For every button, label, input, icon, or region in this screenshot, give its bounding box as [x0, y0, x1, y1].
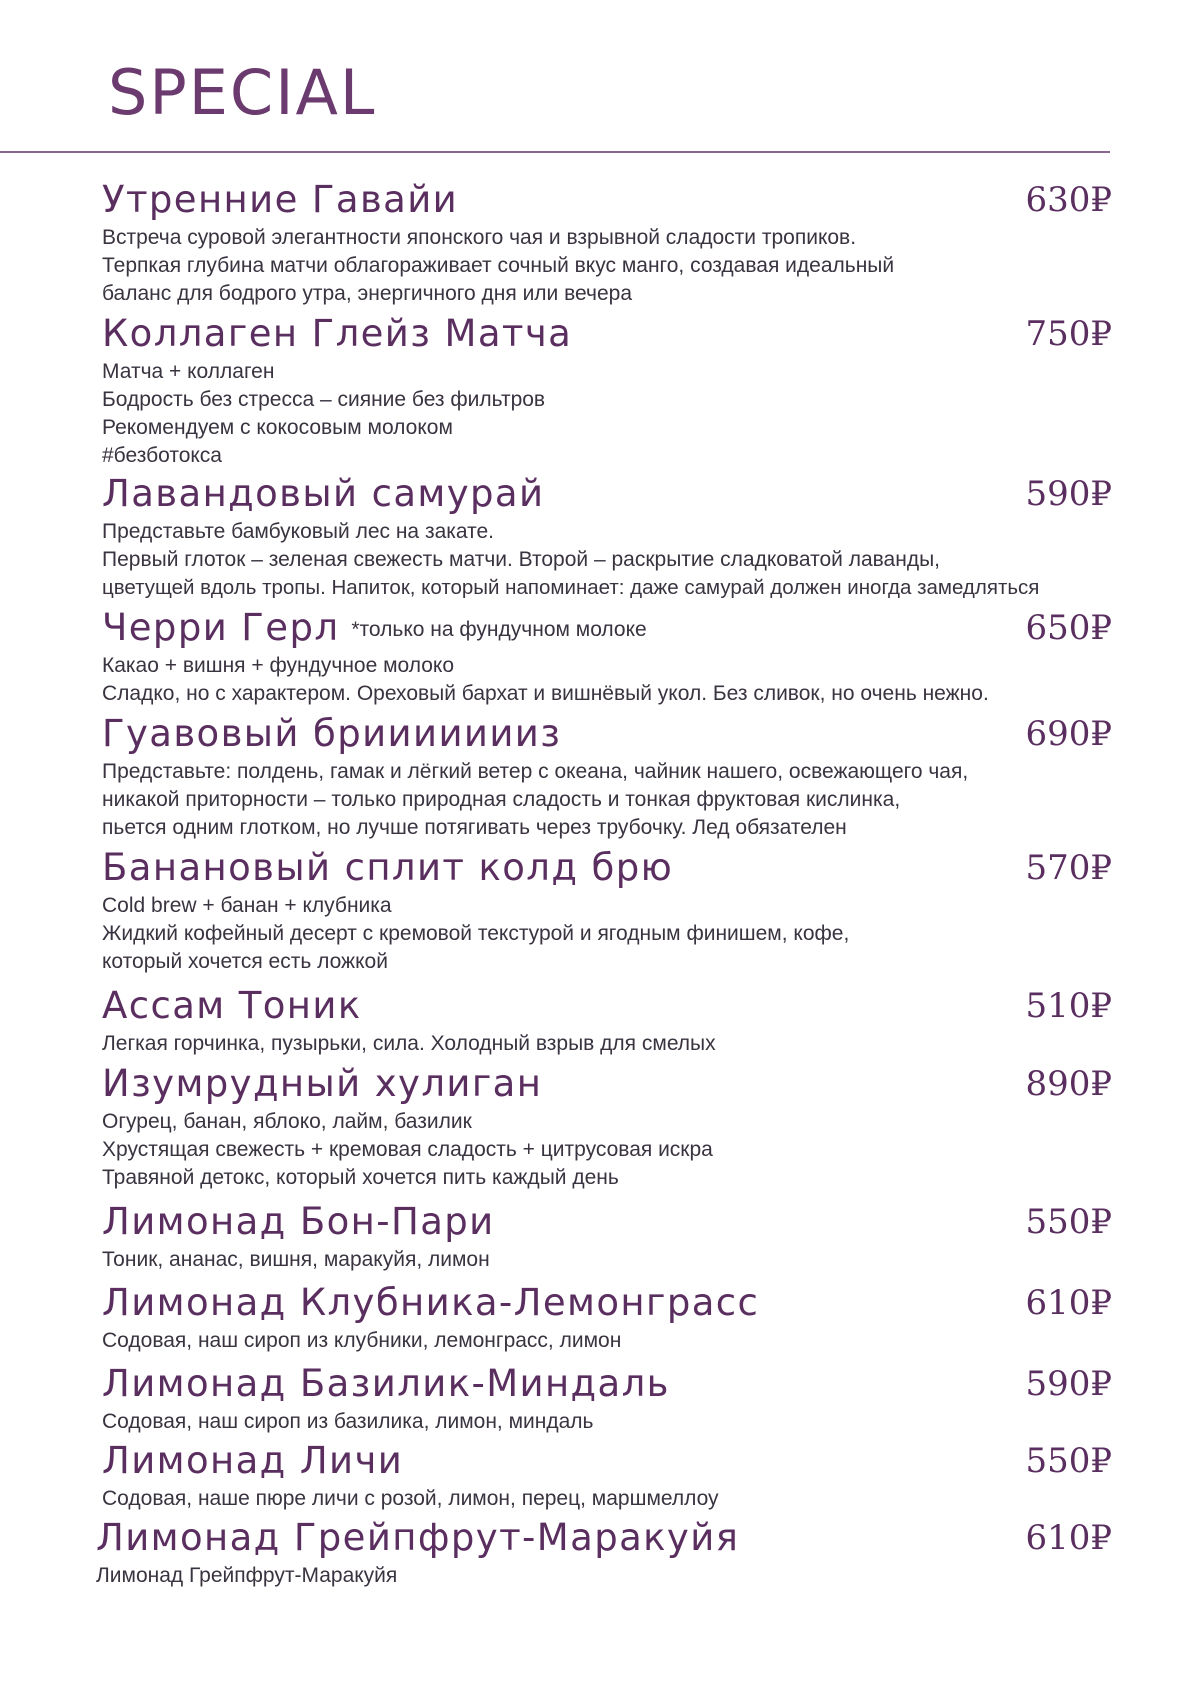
item-name	[102, 606, 647, 652]
page-title: SPECIAL	[108, 56, 377, 129]
item-name: Лавандовый самурай	[102, 472, 545, 515]
item-note: *только на фундучном молоке	[351, 618, 647, 641]
title-divider	[0, 151, 1110, 153]
item-price: 610₽	[1025, 1518, 1112, 1558]
item-price: 570₽	[1025, 848, 1112, 888]
item-price: 510₽	[1025, 986, 1112, 1026]
description-line: Представьте бамбуковый лес на закате.	[102, 520, 495, 543]
item-description	[102, 758, 1112, 842]
description-line: Матча + коллаген	[102, 360, 275, 383]
item-name: Банановый сплит колд брю	[102, 846, 674, 889]
item-name: Коллаген Глейз Матча	[102, 312, 573, 355]
description-line: Терпкая глубина матчи облагораживает сочный вкус манго, создавая идеальный	[102, 254, 895, 277]
menu-item-guava-breeze	[102, 712, 1112, 842]
description-line: цветущей вдоль тропы. Напиток, который напоминает: даже самурай должен иногда замедляться	[102, 576, 1040, 599]
menu-item-emerald-hooligan	[102, 1062, 1112, 1192]
item-name: Изумрудный хулиган	[102, 1062, 543, 1105]
item-description	[102, 1408, 1112, 1436]
description-line: баланс для бодрого утра, энергичного дня или вечера	[102, 282, 632, 305]
menu-item-morning-hawaii	[102, 178, 1112, 308]
item-price: 650₽	[1025, 608, 1112, 648]
item-name: Ассам Тоник	[102, 984, 362, 1027]
item-name: Утренние Гавайи	[102, 178, 459, 221]
item-description	[102, 1485, 1112, 1513]
description-line: Легкая горчинка, пузырьки, сила. Холодный взрыв для смелых	[102, 1032, 716, 1055]
description-line: Содовая, наше пюре личи с розой, лимон, перец, маршмеллоу	[102, 1487, 719, 1510]
menu-item-banana-split-cold-brew	[102, 846, 1112, 976]
item-description	[102, 1327, 1112, 1355]
item-description	[102, 1246, 1112, 1274]
description-line: никакой приторности – только природная сладость и тонкая фруктовая кислинка,	[102, 788, 901, 811]
item-name: Гуавовый бриииииииз	[102, 712, 562, 755]
item-price: 610₽	[1025, 1283, 1112, 1323]
description-line: Бодрость без стресса – сияние без фильтров	[102, 388, 546, 411]
item-description	[102, 224, 1112, 308]
item-price: 590₽	[1025, 474, 1112, 514]
description-line: Какао + вишня + фундучное молоко	[102, 654, 455, 677]
description-line: Тоник, ананас, вишня, маракуйя, лимон	[102, 1248, 490, 1271]
description-line: Встреча суровой элегантности японского чая и взрывной сладости тропиков.	[102, 226, 857, 249]
description-line: Cold brew + банан + клубника	[102, 894, 392, 917]
description-line: пьется одним глотком, но лучше потягивать через трубочку. Лед обязателен	[102, 816, 847, 839]
item-name: Лимонад Клубника-Лемонграсс	[102, 1281, 760, 1324]
menu-item-lavender-samurai	[102, 472, 1112, 602]
item-name: Лимонад Грейпфрут-Маракуйя	[96, 1516, 740, 1559]
description-line: Травяной детокс, который хочется пить каждый день	[102, 1166, 619, 1189]
menu-item-lemonade-strawberry-lemongrass	[102, 1281, 1112, 1355]
item-description	[102, 1108, 1112, 1192]
menu-item-lemonade-basil-almond	[102, 1362, 1112, 1436]
description-line: Содовая, наш сироп из клубники, лемонграсс, лимон	[102, 1329, 622, 1352]
description-line: Рекомендуем с кокосовым молоком	[102, 416, 453, 439]
description-line: Жидкий кофейный десерт с кремовой текстурой и ягодным финишем, кофе,	[102, 922, 850, 945]
item-price: 690₽	[1025, 714, 1112, 754]
item-price: 590₽	[1025, 1364, 1112, 1404]
item-price: 550₽	[1025, 1441, 1112, 1481]
item-description	[102, 892, 1112, 976]
item-name: Лимонад Бон-Пари	[102, 1200, 495, 1243]
menu-item-lemonade-grapefruit-passionfruit	[96, 1516, 1112, 1590]
item-description	[102, 358, 1112, 470]
description-line: Первый глоток – зеленая свежесть матчи. Второй – раскрытие сладковатой лаванды,	[102, 548, 941, 571]
description-line: #безботокса	[102, 444, 222, 467]
description-line: Лимонад Грейпфрут-Маракуйя	[96, 1564, 398, 1587]
item-price: 750₽	[1025, 314, 1112, 354]
menu-item-lemonade-lychee	[102, 1439, 1112, 1513]
item-name-text: Черри Герл	[102, 606, 340, 649]
menu-item-cherry-girl	[102, 606, 1112, 708]
description-line: Сладко, но с характером. Ореховый бархат и вишнёвый укол. Без сливок, но очень нежно.	[102, 682, 989, 705]
item-price: 550₽	[1025, 1202, 1112, 1242]
item-name: Лимонад Базилик-Миндаль	[102, 1362, 670, 1405]
description-line: Представьте: полдень, гамак и лёгкий ветер с океана, чайник нашего, освежающего чая,	[102, 760, 969, 783]
description-line: который хочется есть ложкой	[102, 950, 388, 973]
item-name: Лимонад Личи	[102, 1439, 404, 1482]
menu-item-assam-tonic	[102, 984, 1112, 1058]
item-price: 890₽	[1025, 1064, 1112, 1104]
item-price: 630₽	[1025, 180, 1112, 220]
menu-item-lemonade-bon-pari	[102, 1200, 1112, 1274]
menu-item-collagen-glaze-matcha	[102, 312, 1112, 470]
item-description	[102, 1030, 1112, 1058]
description-line: Огурец, банан, яблоко, лайм, базилик	[102, 1110, 472, 1133]
item-description	[102, 652, 1112, 708]
item-description	[96, 1562, 1112, 1590]
description-line: Содовая, наш сироп из базилика, лимон, миндаль	[102, 1410, 594, 1433]
item-description	[102, 518, 1112, 602]
description-line: Хрустящая свежесть + кремовая сладость + цитрусовая искра	[102, 1138, 713, 1161]
